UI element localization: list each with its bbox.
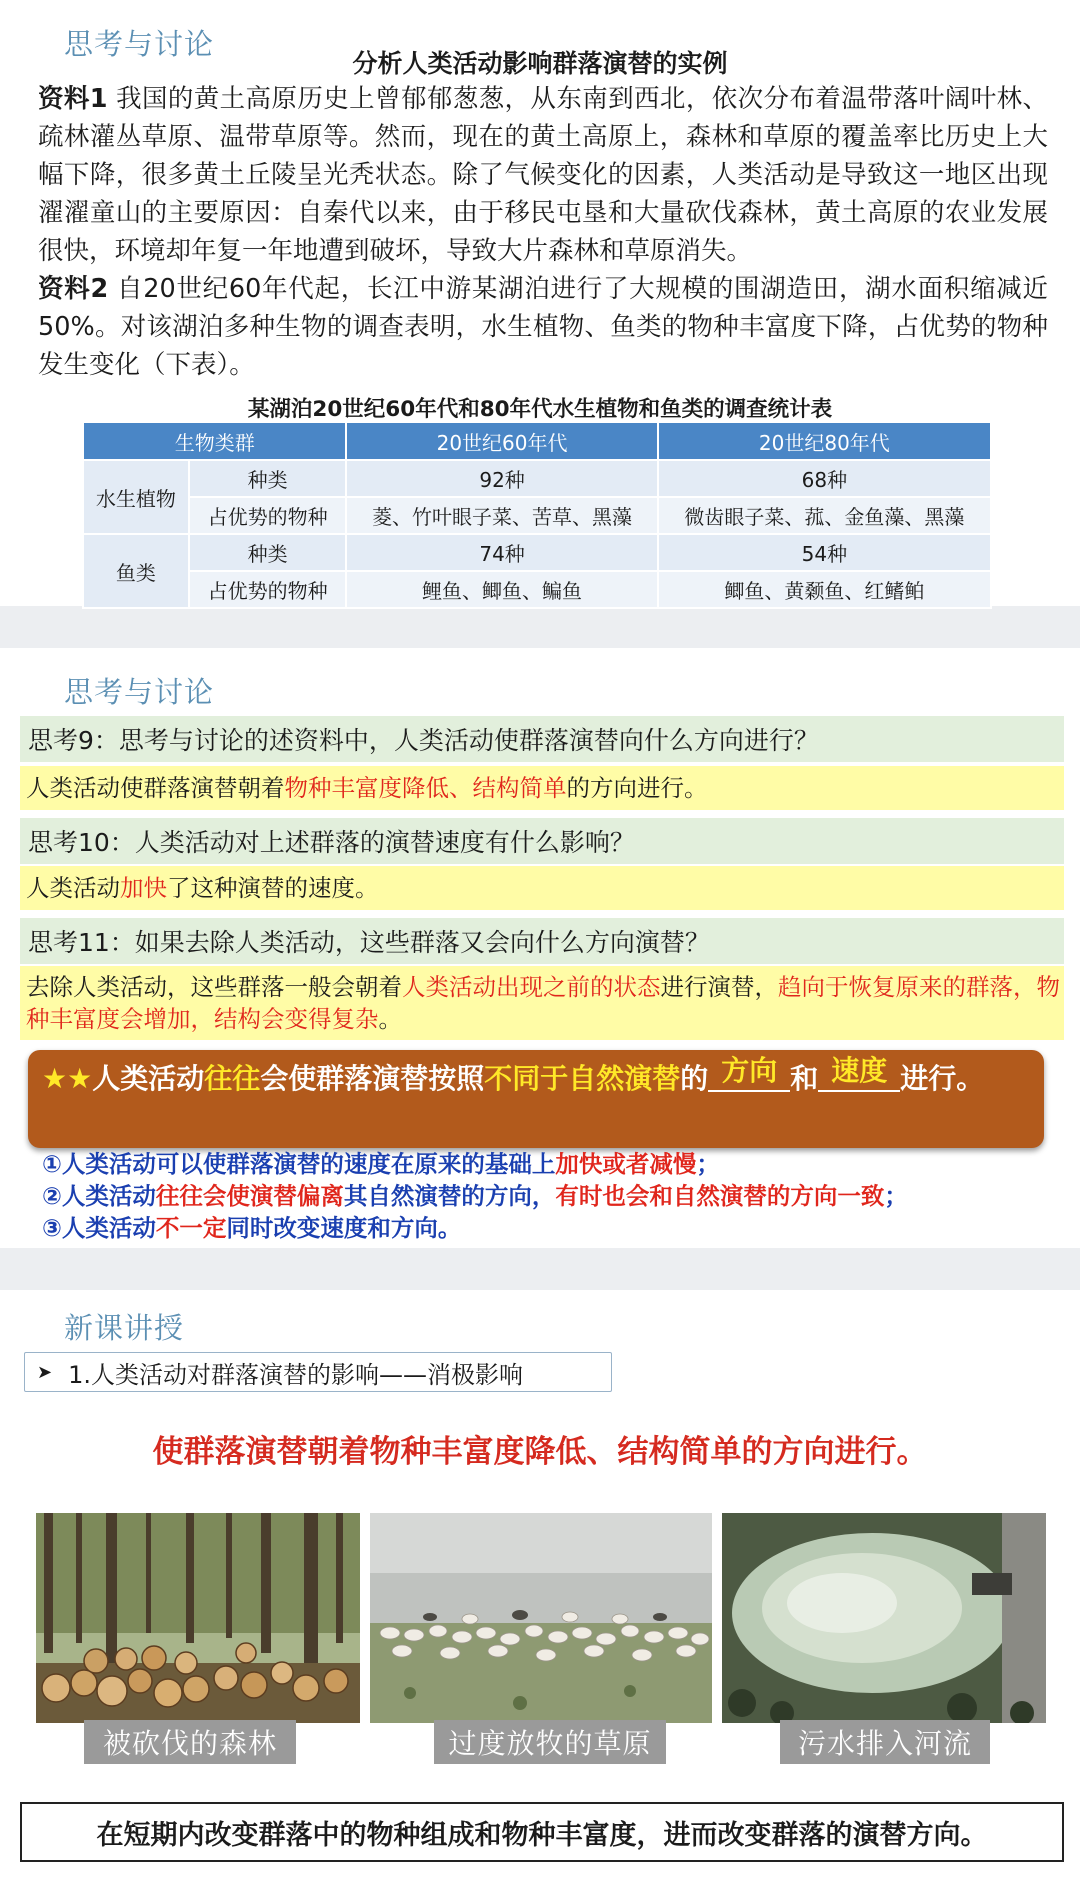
answer-10 [20,866,1064,910]
note-2 [42,1180,1072,1212]
table-cell: 68种 [658,460,991,497]
note-text: 同时改变速度和方向。 [226,1214,462,1242]
photo-felled-forest [36,1513,360,1723]
conclusion-box: 在短期内改变群落中的物种组成和物种丰富度，进而改变群落的演替方向。 [20,1802,1064,1862]
group-cell: 水生植物 [83,460,189,534]
key-text: 的 [680,1062,709,1095]
table-header: 20世纪60年代 [346,422,657,460]
key-text: 和 [790,1062,819,1095]
answer-highlight: 人类活动出现之前的状态 [402,973,661,1001]
note-text: 其自然演替的方向， [343,1182,556,1210]
table-cell: 74种 [346,534,657,571]
survey-table [82,421,992,609]
key-highlight: 不同于自然演替 [484,1062,681,1095]
key-text: 会使群落演替按照 [260,1062,485,1095]
answer-text: 了这种演替的速度。 [167,874,379,902]
answer-11 [20,966,1064,1040]
note-text: ； [696,1150,720,1178]
note-highlight: 往往会使演替偏离 [155,1182,344,1210]
answer-text: 人类活动 [26,874,120,902]
key-highlight: 往往 [204,1062,261,1095]
note-highlight: 加快或者减慢 [555,1150,697,1178]
answer-highlight: 物种丰富度降低、结构简单 [284,774,567,802]
sewage-illustration [722,1513,1046,1723]
note-3 [42,1212,1072,1244]
document-title: 分析人类活动影响群落演替的实例 [352,49,728,78]
material-1-label: 资料1 [38,84,108,114]
question-11: 思考11：如果去除人类活动，这些群落又会向什么方向演替？ [20,918,1064,964]
row-label: 占优势的物种 [189,497,347,534]
note-text: ①人类活动可以使群落演替的速度在原来的基础上 [42,1150,556,1178]
key-text: 进行。 [900,1062,985,1095]
question-10: 思考10：人类活动对上述群落的演替速度有什么影响？ [20,818,1064,864]
row-label: 种类 [189,460,347,497]
lesson-heading [24,1352,612,1392]
table-header-row [83,422,991,460]
table-header: 20世纪80年代 [658,422,991,460]
answer-9 [20,766,1064,810]
table-header: 生物类群 [83,422,346,460]
row-label: 种类 [189,534,347,571]
table-cell: 鲫鱼、黄颡鱼、红鳍鲌 [658,571,991,608]
material-1-text: 我国的黄土高原历史上曾郁郁葱葱，从东南到西北，依次分布着温带落叶阔叶林、疏林灌丛草原、温带草原等。然而，现在的黄土高原上，森林和草原的覆盖率比历史上大幅下降，很多黄土丘陵呈光秃状态。除了气候变化的因素，人类活动是导致这一地区出现濯濯童山的主要原因：自秦代以来，由于移民屯垦和大量砍伐森林，黄土高原的农业发展很快，环境却年复一年地遭到破坏，导致大片森林和草原消失。 [38,84,1048,266]
table-cell: 鲤鱼、鲫鱼、鳊鱼 [346,571,657,608]
row-label: 占优势的物种 [189,571,347,608]
fill-blank-direction: 方向 [708,1052,790,1092]
answer-text: 去除人类活动，这些群落一般会朝着 [26,973,402,1001]
material-2-text: 自20世纪60年代起，长江中游某湖泊进行了大规模的围湖造田，湖水面积缩减近50%。对该湖泊多种生物的调查表明，水生植物、鱼类的物种丰富度下降，占优势的物种发生变化（下表）。 [38,274,1049,380]
answer-text: 。 [378,1005,402,1033]
table-cell: 菱、竹叶眼子菜、苦草、黑藻 [346,497,657,534]
section-title: 思考与讨论 [64,675,215,709]
note-text: ； [884,1182,908,1210]
question-9: 思考9：思考与讨论的述资料中，人类活动使群落演替向什么方向进行？ [20,716,1064,762]
note-text: ③人类活动 [42,1214,156,1242]
photo-caption: 过度放牧的草原 [434,1720,666,1764]
photo-overgrazed-grassland [370,1513,712,1723]
note-text: ②人类活动 [42,1182,156,1210]
answer-highlight: 趋向于恢复原来的群落，物种丰富度会增加，结构会变得复杂 [26,973,1060,1033]
group-cell: 鱼类 [83,534,189,608]
answer-text: 的方向进行。 [566,774,708,802]
fill-blank-speed: 速度 [818,1052,900,1092]
note-highlight: 不一定 [155,1214,227,1242]
table-row [83,534,991,571]
table-row [83,497,991,534]
headline: 使群落演替朝着物种丰富度降低、结构简单的方向进行。 [152,1434,928,1470]
section-title: 新课讲授 [64,1311,185,1345]
note-1 [42,1148,1072,1180]
section-title: 思考与讨论 [64,27,215,61]
star-icon: ★★ [42,1062,93,1095]
lesson-label: 1.人类活动对群落演替的影响——消极影响 [68,1360,523,1389]
photo-sewage-river [722,1513,1046,1723]
key-point-box [28,1050,1044,1148]
table-title: 某湖泊20世纪60年代和80年代水生植物和鱼类的调查统计表 [247,397,833,422]
note-highlight: 有时也会和自然演替的方向一致 [555,1182,885,1210]
table-row [83,571,991,608]
key-text: 人类活动 [92,1062,205,1095]
photo-caption: 污水排入河流 [780,1720,990,1764]
material-2-label: 资料2 [38,274,109,304]
grassland-illustration [370,1513,712,1723]
answer-text: 进行演替， [660,973,778,1001]
photo-caption: 被砍伐的森林 [84,1720,296,1764]
answer-highlight: 加快 [120,874,167,902]
material-2-paragraph [38,270,1048,384]
forest-illustration [36,1513,360,1723]
material-1-paragraph [38,80,1048,270]
arrow-icon: ➤ [37,1361,53,1383]
table-cell: 92种 [346,460,657,497]
answer-text: 人类活动使群落演替朝着 [26,774,285,802]
table-cell: 微齿眼子菜、菰、金鱼藻、黑藻 [658,497,991,534]
table-cell: 54种 [658,534,991,571]
table-row [83,460,991,497]
